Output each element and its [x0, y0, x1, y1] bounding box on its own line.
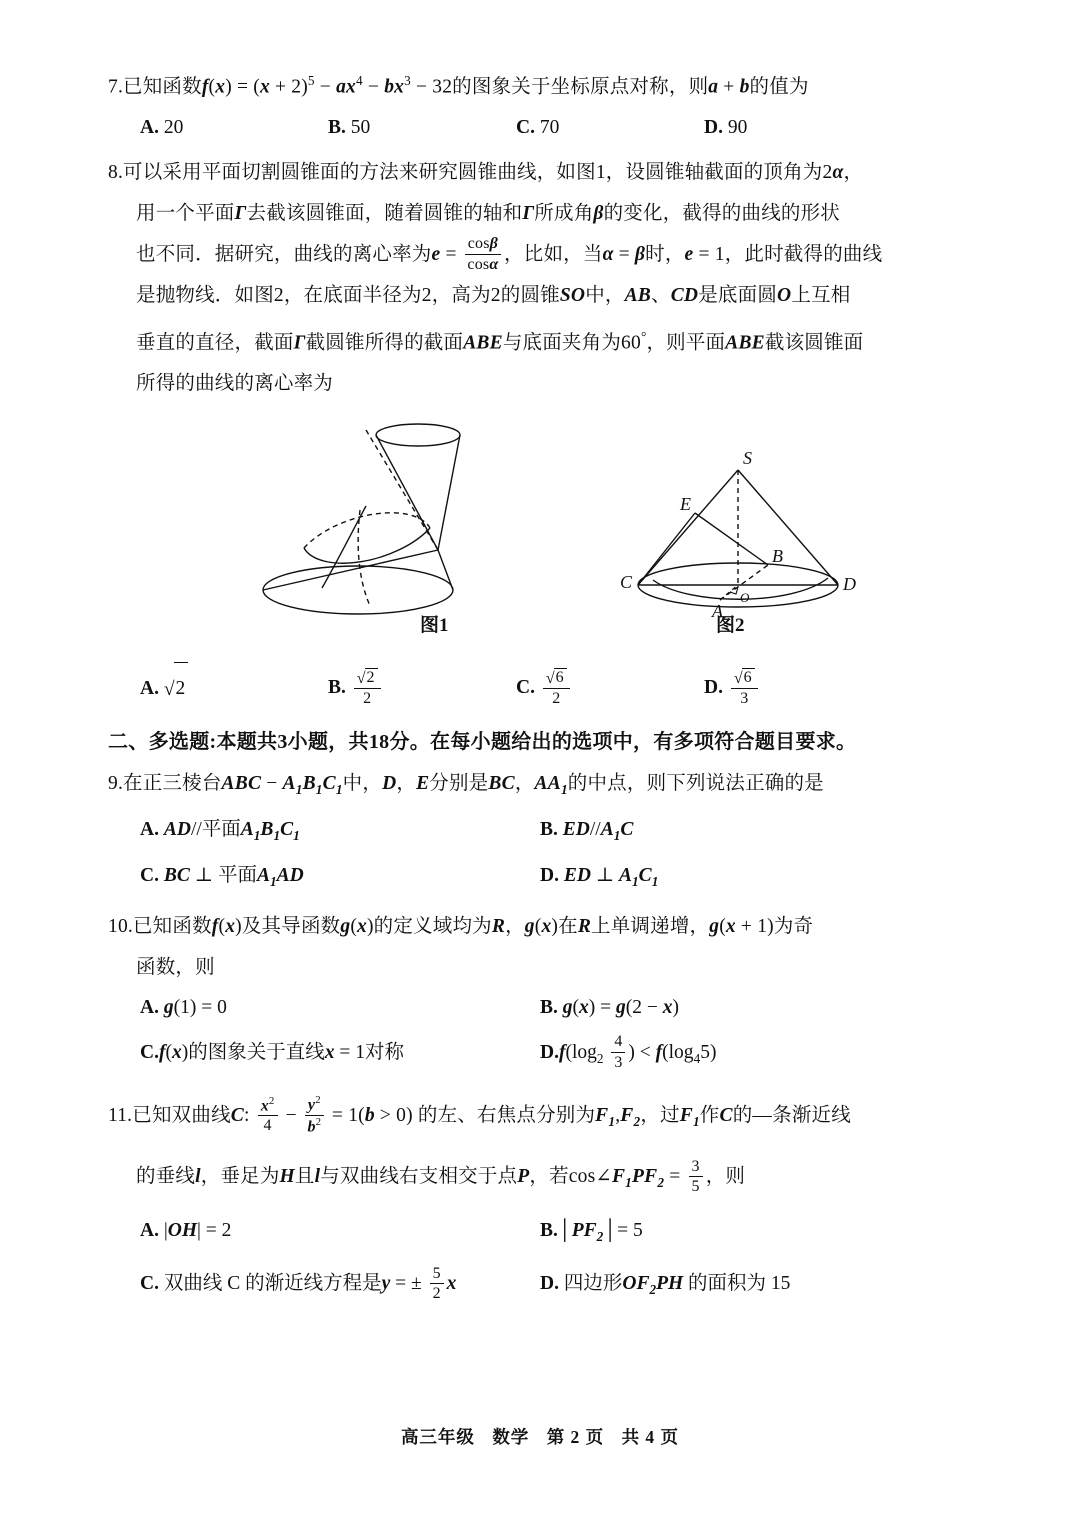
- figure-2-caption: 图2: [716, 615, 745, 636]
- question-9: [108, 763, 978, 902]
- question-11-number: 11.: [108, 1104, 133, 1126]
- option-D[interactable]: D. 四边形$OF_2PH$ 的面积为 15: [540, 1273, 791, 1298]
- option-C[interactable]: C. $\frac{√6}{2}$: [516, 662, 704, 715]
- question-8-line-3: 也不同．据研究，曲线的离心率为e = $\frac{\cos\beta}{\cos\alpha}$ ，比如，当α = β时，e = 1，此时截得的曲线: [136, 235, 883, 273]
- question-11: [108, 1088, 978, 1318]
- page-footer: [0, 1424, 1080, 1449]
- y-squared-over-b-squared: $\frac{y^2}{b^2}$: [305, 1095, 324, 1135]
- option-D-fraction: $\frac{4}{3}$: [611, 1033, 625, 1071]
- x-squared-over-four: $\frac{x^2}{4}$: [258, 1096, 278, 1135]
- figure2-label-A: A: [712, 601, 723, 621]
- eccentricity-fraction: $\frac{\cos\beta}{\cos\alpha}$: [465, 235, 501, 273]
- question-10-options-row-2: [108, 1028, 978, 1084]
- question-11-options-row-1: [108, 1211, 978, 1257]
- question-11-options-row-2: [108, 1257, 978, 1317]
- figure2-label-B: B: [772, 546, 783, 566]
- question-8-line-4: 是抛物线．如图2，在底面半径为2，高为2的圆锥SO中，AB、CD是底面圆O上互相: [136, 284, 851, 306]
- option-D[interactable]: $D.f(\log_2$ $\frac{4}{3}$ ) < $f(\log_45)$: [540, 1033, 717, 1071]
- question-7: [108, 60, 978, 148]
- question-8: [108, 152, 978, 716]
- option-A[interactable]: A. √2: [140, 662, 328, 715]
- section-heading-multiple-choice: 二、多选题:本题共3小题，共18分。在每小题给出的选项中，有多项符合题目要求。: [108, 731, 857, 753]
- option-D-fraction: $\frac{√6}{3}$: [731, 668, 758, 707]
- footer-total: 共 4 页: [621, 1427, 680, 1447]
- footer-subject: 数学: [492, 1427, 530, 1447]
- option-C-fraction: $\frac{√6}{2}$: [543, 668, 570, 707]
- question-8-line-6: 所得的曲线的离心率为: [136, 373, 334, 394]
- figure-group-svg: [108, 410, 978, 640]
- figure2-label-O: O: [740, 590, 750, 605]
- option-C-fraction: $\frac{5}{2}$: [430, 1265, 444, 1303]
- option-B-fraction: $\frac{√2}{2}$: [354, 668, 381, 707]
- question-11-line-1: 11.已知双曲线C: $\frac{x^2}{4}$ − $\frac{y^2}{b^2}$ = 1(b > 0) 的左、右焦点分别为$F_1,F_2$，过$F_1$作C的—条渐近线: [108, 1094, 851, 1135]
- option-C[interactable]: C.f(x)的图象关于直线x = 1对称: [140, 1041, 404, 1063]
- option-A[interactable]: A. AD//平面$A_1B_1C_1$: [140, 818, 300, 843]
- question-8-line-5: 垂直的直径，截面Γ截圆锥所得的截面ABE与底面夹角为60°，则平面ABE截该圆锥面: [136, 328, 864, 353]
- question-11-line-2: 的垂线l，垂足为H且l与双曲线右支相交于点P，若$\cos\angle F_1PF_2$ = $\frac{3}{5}$ ，则: [136, 1158, 746, 1196]
- question-8-options: [108, 662, 978, 715]
- question-10-number: 10.: [108, 915, 133, 937]
- option-B[interactable]: $B.│PF_2│= 5$: [540, 1220, 643, 1245]
- option-B[interactable]: B. $\frac{√2}{2}$: [328, 662, 516, 715]
- option-A[interactable]: A. g(1) = 0: [140, 996, 227, 1018]
- figure2-label-C: C: [620, 572, 633, 592]
- footer-page: 第 2 页: [546, 1427, 605, 1447]
- option-B[interactable]: B. $ED//A_1C$: [540, 818, 634, 843]
- figure2-label-D: D: [843, 574, 856, 594]
- question-8-line-2: 用一个平面Γ去截该圆锥面，随着圆锥的轴和Γ所成角β的变化，截得的曲线的形状: [136, 202, 841, 224]
- page-content: [108, 60, 978, 1321]
- option-A[interactable]: A. |OH| = 2: [140, 1220, 232, 1242]
- option-D[interactable]: D. $\frac{√6}{3}$: [704, 662, 892, 715]
- question-8-number: 8.: [108, 161, 124, 183]
- figure2-label-E: E: [680, 494, 691, 514]
- question-9-options-row-2: [108, 856, 978, 902]
- option-B[interactable]: B. g(x) = g(2 − x): [540, 996, 680, 1018]
- question-7-options: [108, 108, 978, 148]
- option-D[interactable]: D. 90: [704, 116, 748, 138]
- footer-grade: 高三年级: [400, 1427, 475, 1447]
- question-10-options-row-1: [108, 988, 978, 1028]
- figure2-label-S: S: [743, 448, 752, 468]
- option-B[interactable]: B. 50: [328, 116, 371, 138]
- question-9-number: 9.: [108, 773, 124, 794]
- option-D[interactable]: D. ED ⊥ $A_1C_1$: [540, 864, 659, 889]
- question-8-figures: [108, 410, 978, 660]
- option-A[interactable]: A. 20: [140, 116, 184, 138]
- question-7-number: 7.: [108, 76, 124, 98]
- cos-value-fraction: $\frac{3}{5}$: [689, 1158, 703, 1196]
- question-9-stem: 9.在正三棱台ABC − $A_1B_1C_1$中，D，E分别是BC，$AA_1$的中点，则下列说法正确的是: [108, 773, 824, 797]
- option-C[interactable]: C. BC ⊥ 平面$A_1AD$: [140, 864, 304, 889]
- question-7-stem: 7.已知函数$f(x) = (x + 2)^5 - ax^4 - bx^3 - 32$的图象关于坐标原点对称，则a + b的值为: [108, 73, 809, 98]
- option-C[interactable]: C. 双曲线 C 的渐近线方程是y = ± $\frac{5}{2}$ x: [140, 1265, 457, 1303]
- figure-1-caption: 图1: [420, 615, 449, 636]
- question-8-line-1: 8.可以采用平面切割圆锥面的方法来研究圆锥曲线，如图1，设圆锥轴截面的顶角为2α，: [108, 161, 864, 183]
- question-10-line-2: 函数，则: [136, 956, 215, 978]
- question-10-line-1: 10.已知函数f(x)及其导函数g(x)的定义域均为R，g(x)在R上单调递增，g(x + 1)为奇: [108, 915, 814, 937]
- question-10: [108, 906, 978, 1084]
- option-C[interactable]: C. 70: [516, 116, 560, 138]
- question-9-options-row-1: [108, 810, 978, 856]
